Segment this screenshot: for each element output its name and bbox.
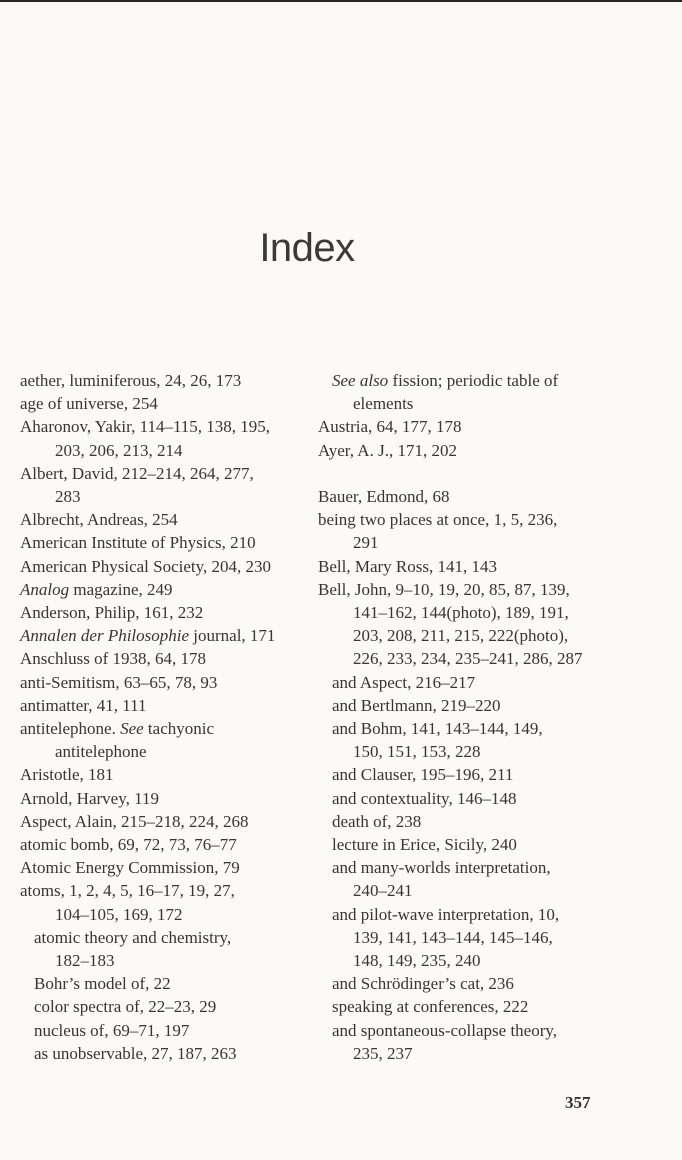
index-entry-continuation: 235, 237 [353,1043,413,1063]
index-entry: Aharonov, Yakir, 114–115, 138, 195, [20,417,271,437]
index-column-left [20,369,310,1065]
index-entry-continuation: 203, 208, 211, 215, 222(photo), [353,626,569,646]
index-entry: American Institute of Physics, 210 [20,533,256,553]
index-subentry: and Bertlmann, 219–220 [332,695,501,715]
index-entry: age of universe, 254 [20,394,158,414]
index-entry: antimatter, 41, 111 [20,695,147,715]
index-entry-italic: See [120,719,144,739]
index-entry-continuation: 182–183 [55,951,115,971]
index-entry-text: magazine, 249 [69,579,173,599]
index-entry: Anderson, Philip, 161, 232 [20,603,204,623]
index-entry-continuation: 150, 151, 153, 228 [353,742,481,762]
index-entry: Albrecht, Andreas, 254 [20,510,178,530]
index-entry: Bell, Mary Ross, 141, 143 [318,556,497,576]
index-entry: Bell, John, 9–10, 19, 20, 85, 87, 139, [318,579,570,599]
index-subentry: atomic theory and chemistry, [34,927,232,947]
index-entry: atomic bomb, 69, 72, 73, 76–77 [20,835,237,855]
index-entry: being two places at once, 1, 5, 236, [318,510,558,530]
index-entry-text: fission; periodic table of [388,371,559,390]
page-title: Index [259,226,355,270]
letter-group-gap [318,462,618,485]
index-subentry: speaking at conferences, 222 [332,997,529,1017]
index-entry: Aristotle, 181 [20,765,114,785]
index-entry: Ayer, A. J., 171, 202 [318,440,457,460]
index-entry-text: antitelephone. [20,719,121,739]
index-subentry: and contextuality, 146–148 [332,788,517,808]
index-subentry: death of, 238 [332,811,422,831]
index-entry: atoms, 1, 2, 4, 5, 16–17, 19, 27, [20,881,235,901]
index-entry: Aspect, Alain, 215–218, 224, 268 [20,811,249,831]
index-entry-italic: See also [332,371,389,390]
index-entry: Atomic Energy Commission, 79 [20,858,240,878]
index-entry-text: tachyonic [143,719,215,739]
index-subentry: and Schrödinger’s cat, 236 [332,974,514,994]
index-entry: Austria, 64, 177, 178 [318,417,462,437]
index-subentry: Bohr’s model of, 22 [34,974,171,994]
index-entry-italic: Annalen der Philosophie [20,626,190,646]
page-number: 357 [565,1093,591,1112]
index-subentry [318,369,618,392]
index-subentry: lecture in Erice, Sicily, 240 [332,835,517,855]
index-entry: Arnold, Harvey, 119 [20,788,159,808]
index-entry-continuation: 283 [55,487,81,507]
index-entry-continuation: 148, 149, 235, 240 [353,951,481,971]
index-entry: Anschluss of 1938, 64, 178 [20,649,207,669]
index-entry: anti-Semitism, 63–65, 78, 93 [20,672,218,692]
index-subentry: as unobservable, 27, 187, 263 [34,1043,237,1063]
index-entry-continuation: elements [353,394,414,414]
index-entry: Albert, David, 212–214, 264, 277, [20,463,254,483]
index-column-right [318,369,618,1065]
index-entry-continuation: 141–162, 144(photo), 189, 191, [353,603,569,623]
index-entry-continuation: 291 [353,533,379,553]
index-entry: American Physical Society, 204, 230 [20,556,272,576]
index-entry: aether, luminiferous, 24, 26, 173 [20,371,242,390]
index-subentry: color spectra of, 22–23, 29 [34,997,217,1017]
index-subentry: nucleus of, 69–71, 197 [34,1020,190,1040]
index-entry-continuation: 226, 233, 234, 235–241, 286, 287 [353,649,583,669]
index-entry [20,717,310,740]
index-entry-continuation: 139, 141, 143–144, 145–146, [353,927,553,947]
index-subentry: and Clauser, 195–196, 211 [332,765,514,785]
index-entry-continuation: antitelephone [55,742,147,762]
index-subentry: and pilot-wave interpretation, 10, [332,904,560,924]
index-entry-text: journal, 171 [189,626,276,646]
index-entry-italic: Analog [20,579,70,599]
top-rule [0,0,682,2]
index-entry: Bauer, Edmond, 68 [318,487,450,506]
index-entry [20,624,310,647]
index-subentry: and Bohm, 141, 143–144, 149, [332,719,543,739]
index-subentry: and many-worlds interpretation, [332,858,551,878]
index-entry [20,578,310,601]
index-subentry: and Aspect, 216–217 [332,672,476,692]
index-entry-continuation: 203, 206, 213, 214 [55,440,183,460]
index-entry-continuation: 240–241 [353,881,413,901]
index-subentry: and spontaneous-collapse theory, [332,1020,558,1040]
index-entry-continuation: 104–105, 169, 172 [55,904,183,924]
